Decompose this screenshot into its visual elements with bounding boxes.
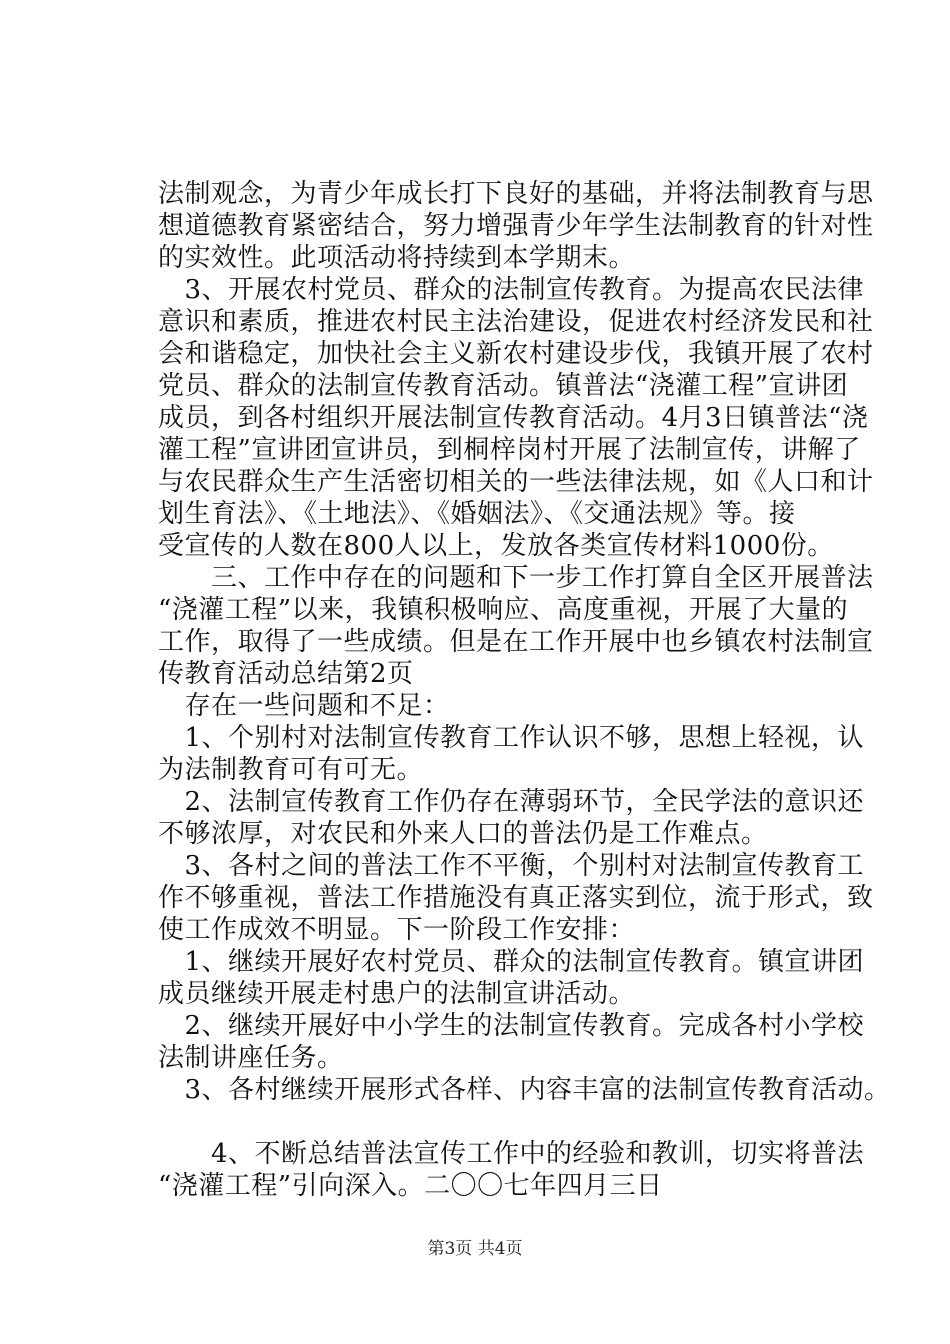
list-item-line: 1、继续开展好农村党员、群众的法制宣传教育。镇宣讲团 (158, 947, 865, 977)
list-item-line: 2、法制宣传教育工作仍存在薄弱环节，全民学法的意识还 (158, 787, 865, 817)
list-item-line: 3、各村之间的普法工作不平衡，个别村对法制宣传教育工 (158, 851, 865, 881)
body-text-line: 划生育法》、《土地法》、《婚姻法》、《交通法规》等。接 (158, 499, 796, 529)
closing-date-line: “浇灌工程”引向深入。二〇〇七年四月三日 (158, 1171, 663, 1201)
page-number-footer: 第3页 共4页 (427, 1239, 523, 1259)
body-text-line: 的实效性。此项活动将持续到本学期末。 (158, 243, 636, 273)
body-text-line: 存在一些问题和不足： (158, 691, 450, 721)
body-text-line: 意识和素质，推进农村民主法治建设，促进农村经济发民和社 (158, 307, 874, 337)
list-item-line: 法制讲座任务。 (158, 1043, 344, 1073)
section-heading-line: 三、工作中存在的问题和下一步工作打算自全区开展普法 (158, 563, 874, 593)
list-item-line: 使工作成效不明显。下一阶段工作安排： (158, 915, 636, 945)
body-text-line: 工作，取得了一些成绩。但是在工作开展中也乡镇农村法制宣 (158, 627, 874, 657)
body-text-line: 想道德教育紧密结合，努力增强青少年学生法制教育的针对性 (158, 211, 874, 241)
body-text-line: 受宣传的人数在800人以上，发放各类宣传材料1000份。 (158, 531, 834, 561)
body-text-line: “浇灌工程”以来，我镇积极响应、高度重视，开展了大量的 (158, 595, 849, 625)
body-text-line: 与农民群众生产生活密切相关的一些法律法规，如《人口和计 (158, 467, 874, 497)
list-item-line: 1、个别村对法制宣传教育工作认识不够，思想上轻视，认 (158, 723, 865, 753)
list-item-line: 4、不断总结普法宣传工作中的经验和教训，切实将普法 (158, 1139, 865, 1169)
body-text-line: 传教育活动总结第2页 (158, 659, 414, 689)
body-text-line: 法制观念，为青少年成长打下良好的基础，并将法制教育与思 (158, 179, 874, 209)
list-item-line: 2、继续开展好中小学生的法制宣传教育。完成各村小学校 (158, 1011, 865, 1041)
list-item-line: 不够浓厚，对农民和外来人口的普法仍是工作难点。 (158, 819, 768, 849)
list-item-line: 作不够重视，普法工作措施没有真正落实到位，流于形式，致 (158, 883, 874, 913)
body-text-line: 党员、群众的法制宣传教育活动。镇普法“浇灌工程”宣讲团 (158, 371, 849, 401)
list-item-line: 成员继续开展走村患户的法制宣讲活动。 (158, 979, 636, 1009)
body-text-line: 会和谐稳定，加快社会主义新农村建设步伐，我镇开展了农村 (158, 339, 874, 369)
list-item-line: 为法制教育可有可无。 (158, 755, 424, 785)
list-item-line: 3、各村继续开展形式各样、内容丰富的法制宣传教育活动。 (158, 1075, 891, 1105)
body-text-line: 成员，到各村组织开展法制宣传教育活动。4月3日镇普法“浇 (158, 403, 869, 433)
body-text-line: 灌工程”宣讲团宣讲员，到桐梓岗村开展了法制宣传，讲解了 (158, 435, 861, 465)
body-text-line: 3、开展农村党员、群众的法制宣传教育。为提高农民法律 (158, 275, 865, 305)
